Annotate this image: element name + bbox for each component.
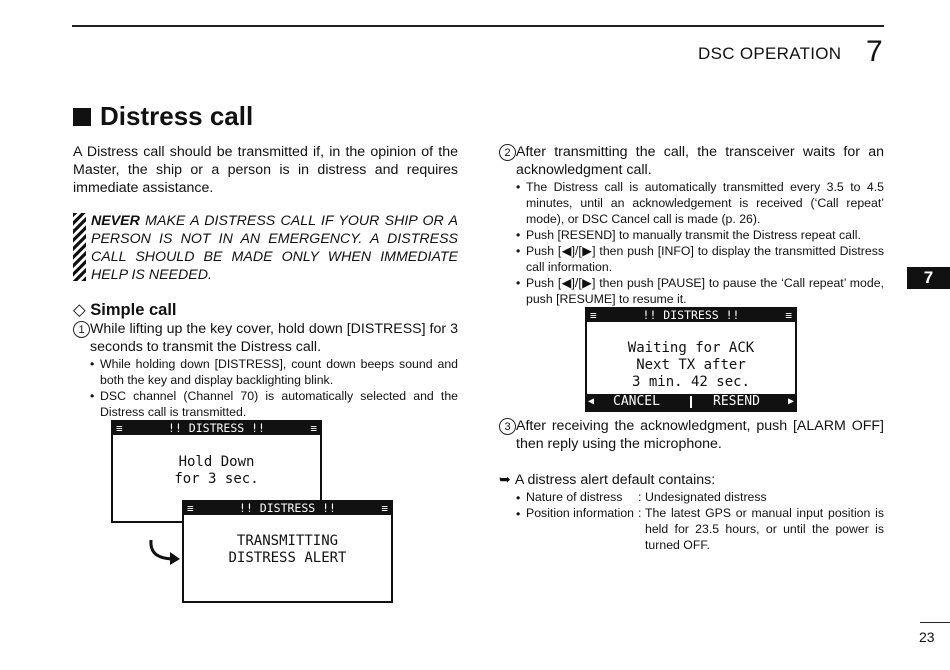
defaults-colon: : xyxy=(638,506,642,520)
list-item: • Push [◀]/[▶] then push [PAUSE] to pause the ‘Call repeat’ mode, push [RESUME] to resume it. xyxy=(516,275,884,307)
list-item: • The Distress call is automatically transmitted every 3.5 to 4.5 minutes, until an acknowledgement is received (‘Call repeat’ mode), or DSC Cancel call is made (p. 26). xyxy=(516,179,884,227)
footer-rule xyxy=(920,622,950,623)
defaults-label: • Nature of distress xyxy=(516,490,622,504)
lcd-line: for 3 sec. xyxy=(174,471,259,487)
list-item: • Push [RESEND] to manually transmit the Distress repeat call. xyxy=(516,227,884,243)
section-title: DSC OPERATION xyxy=(698,44,842,63)
warning-icon xyxy=(73,213,86,281)
defaults-colon: : xyxy=(638,490,642,504)
lcd-line: 3 min. 42 sec. xyxy=(631,374,750,390)
menu-icon: ≡ xyxy=(785,309,792,322)
lcd-line: TRANSMITTING xyxy=(236,533,339,549)
lcd-title: !! DISTRESS !! xyxy=(239,501,336,515)
defaults-row xyxy=(516,505,884,553)
step-1 xyxy=(73,320,458,420)
page-title-text: Distress call xyxy=(100,101,254,131)
menu-icon: ≡ xyxy=(187,502,194,515)
left-arrow-icon: ◀ xyxy=(588,396,595,407)
lcd-line: DISTRESS ALERT xyxy=(228,550,347,566)
step-text: While lifting up the key cover, hold down [DISTRESS] for 3 seconds to transmit the Distress call. xyxy=(90,321,458,355)
intro-paragraph: A Distress call should be transmitted if, in the opinion of the Master, the ship or a person is in distress and requires immediate assistance. xyxy=(73,144,458,196)
defaults-heading xyxy=(499,471,884,489)
page-number: 23 xyxy=(919,629,935,645)
defaults-block xyxy=(499,471,884,553)
list-item: • While holding down [DISTRESS], count down beeps sound and both the key and display backlighting blink. xyxy=(90,356,458,388)
lcd-title: !! DISTRESS !! xyxy=(168,421,265,435)
simple-call-heading xyxy=(73,300,177,320)
step-2-bullets xyxy=(516,179,884,307)
list-item: • DSC channel (Channel 70) is automatically selected and the Distress call is transmitted. xyxy=(90,388,458,420)
warning-lead: NEVER xyxy=(91,213,140,229)
lcd-screen-waiting-ack xyxy=(585,307,797,412)
lcd-title-bar xyxy=(184,502,391,515)
lcd-screen-transmitting xyxy=(182,500,393,603)
chapter-tab[interactable]: 7 xyxy=(907,267,950,289)
step-number: 3 xyxy=(499,418,516,435)
step-3 xyxy=(499,417,884,453)
curved-arrow-icon xyxy=(146,538,182,566)
lcd-line: Hold Down xyxy=(178,454,255,470)
right-arrow-icon: ▶ xyxy=(787,396,794,407)
arrow-marker-icon: ➥ xyxy=(499,472,511,488)
step-2 xyxy=(499,143,884,307)
step-text: After transmitting the call, the transceiver waits for an acknowledgment call. xyxy=(516,144,884,178)
defaults-row xyxy=(516,489,884,505)
warning-body: MAKE A DISTRESS CALL IF YOUR SHIP OR A PERSON IS NOT IN AN EMERGENCY. A DISTRESS CALL SHOULD BE MADE ONLY WHEN IMMEDIATE HELP IS NEEDED. xyxy=(91,213,458,283)
lcd-title-bar xyxy=(587,309,795,322)
warning-text xyxy=(91,212,458,284)
defaults-value: Undesignated distress xyxy=(645,490,767,504)
step-1-bullets xyxy=(90,356,458,420)
menu-icon: ≡ xyxy=(116,422,123,435)
list-item: • Push [◀]/[▶] then push [INFO] to display the transmitted Distress call information. xyxy=(516,243,884,275)
step-text: After receiving the acknowledgment, push [ALARM OFF] then reply using the microphone. xyxy=(516,418,884,452)
defaults-label: • Position information xyxy=(516,506,634,520)
lcd-softkey-bar xyxy=(587,394,795,410)
header-rule xyxy=(72,25,884,27)
menu-icon: ≡ xyxy=(310,422,317,435)
defaults-heading-text: A distress alert default contains: xyxy=(514,472,716,488)
page-title xyxy=(73,101,253,132)
square-bullet-icon xyxy=(73,108,91,126)
chapter-number: 7 xyxy=(866,35,883,68)
diamond-icon: ◇ xyxy=(73,301,86,319)
softkey-divider xyxy=(690,396,692,408)
menu-icon: ≡ xyxy=(381,502,388,515)
resend-softkey[interactable]: RESEND xyxy=(713,394,760,409)
lcd-line: Waiting for ACK xyxy=(627,340,755,356)
lcd-line: Next TX after xyxy=(636,357,746,373)
menu-icon: ≡ xyxy=(590,309,597,322)
lcd-title: !! DISTRESS !! xyxy=(642,308,740,322)
defaults-value: The latest GPS or manual input position is held for 23.5 hours, or until the power is turned OFF. xyxy=(645,506,884,552)
step-number: 1 xyxy=(73,321,90,338)
simple-call-heading-text: Simple call xyxy=(90,301,177,319)
cancel-softkey[interactable]: CANCEL xyxy=(613,394,660,409)
lcd-title-bar xyxy=(113,422,320,435)
step-number: 2 xyxy=(499,144,516,161)
